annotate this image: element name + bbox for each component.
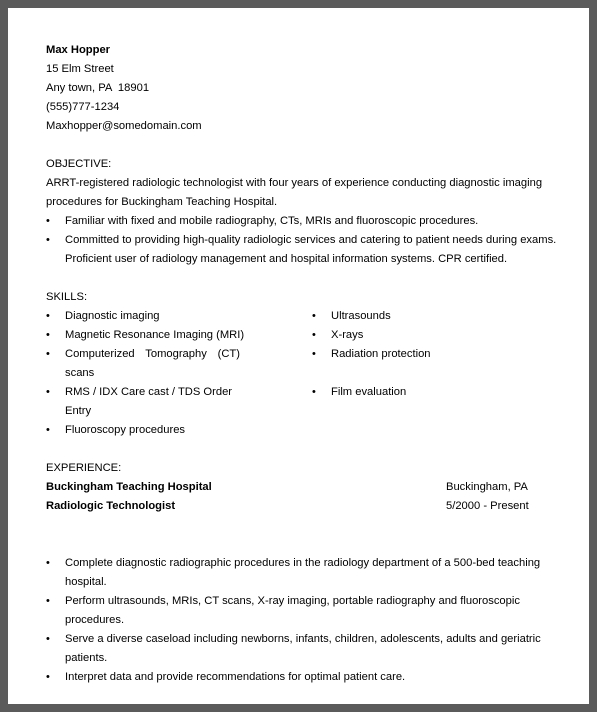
bullet-icon: •: [46, 386, 50, 398]
skills-columns: [46, 307, 561, 440]
bullet-icon: •: [312, 386, 316, 398]
bullet-icon: •: [46, 424, 50, 436]
bullet-icon: •: [46, 234, 50, 246]
list-item: • Fluoroscopy procedures: [46, 421, 296, 440]
job-title: Radiologic Technologist: [46, 500, 176, 512]
objective-intro: ARRT-registered radiologic technologist with four years of experience conducting diagnostic imaging procedures for Buckingham Teaching Hospital.: [46, 177, 543, 208]
job-dates: 5/2000 - Present: [446, 500, 529, 512]
skills-left-list: [46, 307, 296, 440]
list-item: • Perform ultrasounds, MRIs, CT scans, X-ray imaging, portable radiography and fluoroscopic procedures.: [46, 592, 561, 630]
employer-location: Buckingham, PA: [446, 481, 528, 493]
bullet-icon: •: [312, 310, 316, 322]
resume-content: [46, 41, 561, 687]
list-item: • Magnetic Resonance Imaging (MRI): [46, 326, 296, 345]
bullet-icon: •: [46, 310, 50, 322]
objective-heading: OBJECTIVE:: [46, 158, 112, 170]
bullet-icon: •: [46, 215, 50, 227]
contact-phone: (555)777-1234: [46, 101, 120, 113]
list-item: • Familiar with fixed and mobile radiography, CTs, MRIs and fluoroscopic procedures.: [46, 212, 561, 231]
list-item: • X-rays: [312, 326, 561, 345]
skills-right-list: [312, 307, 561, 440]
contact-email: Maxhopper@somedomain.com: [46, 120, 202, 132]
bullet-icon: •: [46, 595, 50, 607]
bullet-icon: •: [46, 329, 50, 341]
list-item: • Diagnostic imaging: [46, 307, 296, 326]
contact-street: 15 Elm Street: [46, 63, 114, 75]
employer-name: Buckingham Teaching Hospital: [46, 481, 212, 493]
employer-row: [46, 478, 561, 497]
bullet-icon: •: [312, 329, 316, 341]
list-item: • Interpret data and provide recommendations for optimal patient care.: [46, 668, 561, 687]
contact-city: Any town, PA 18901: [46, 82, 150, 94]
skills-heading: SKILLS:: [46, 291, 88, 303]
contact-name: Max Hopper: [46, 44, 111, 56]
list-item: • Committed to providing high-quality radiologic services and catering to patient needs during exams. Proficient user of radiology management and hospital information systems. CPR certified.: [46, 231, 561, 269]
experience-list: [46, 554, 561, 687]
bullet-icon: •: [312, 348, 316, 360]
bullet-icon: •: [46, 671, 50, 683]
list-item: • Radiation protection: [312, 345, 561, 383]
position-row: [46, 497, 561, 516]
experience-heading: EXPERIENCE:: [46, 462, 122, 474]
bullet-icon: •: [46, 348, 50, 360]
list-item: • Film evaluation: [312, 383, 561, 402]
bullet-icon: •: [46, 557, 50, 569]
resume-page: [8, 8, 589, 704]
objective-list: [46, 212, 561, 269]
list-item: • Complete diagnostic radiographic procedures in the radiology department of a 500-bed teaching hospital.: [46, 554, 561, 592]
list-item: • RMS / IDX Care cast / TDS Order Entry: [46, 383, 250, 421]
list-item: • Computerized Tomography (CT) scans: [46, 345, 240, 383]
bullet-icon: •: [46, 633, 50, 645]
list-item: • Ultrasounds: [312, 307, 561, 326]
list-item: • Serve a diverse caseload including newborns, infants, children, adolescents, adults and geriatric patients.: [46, 630, 561, 668]
